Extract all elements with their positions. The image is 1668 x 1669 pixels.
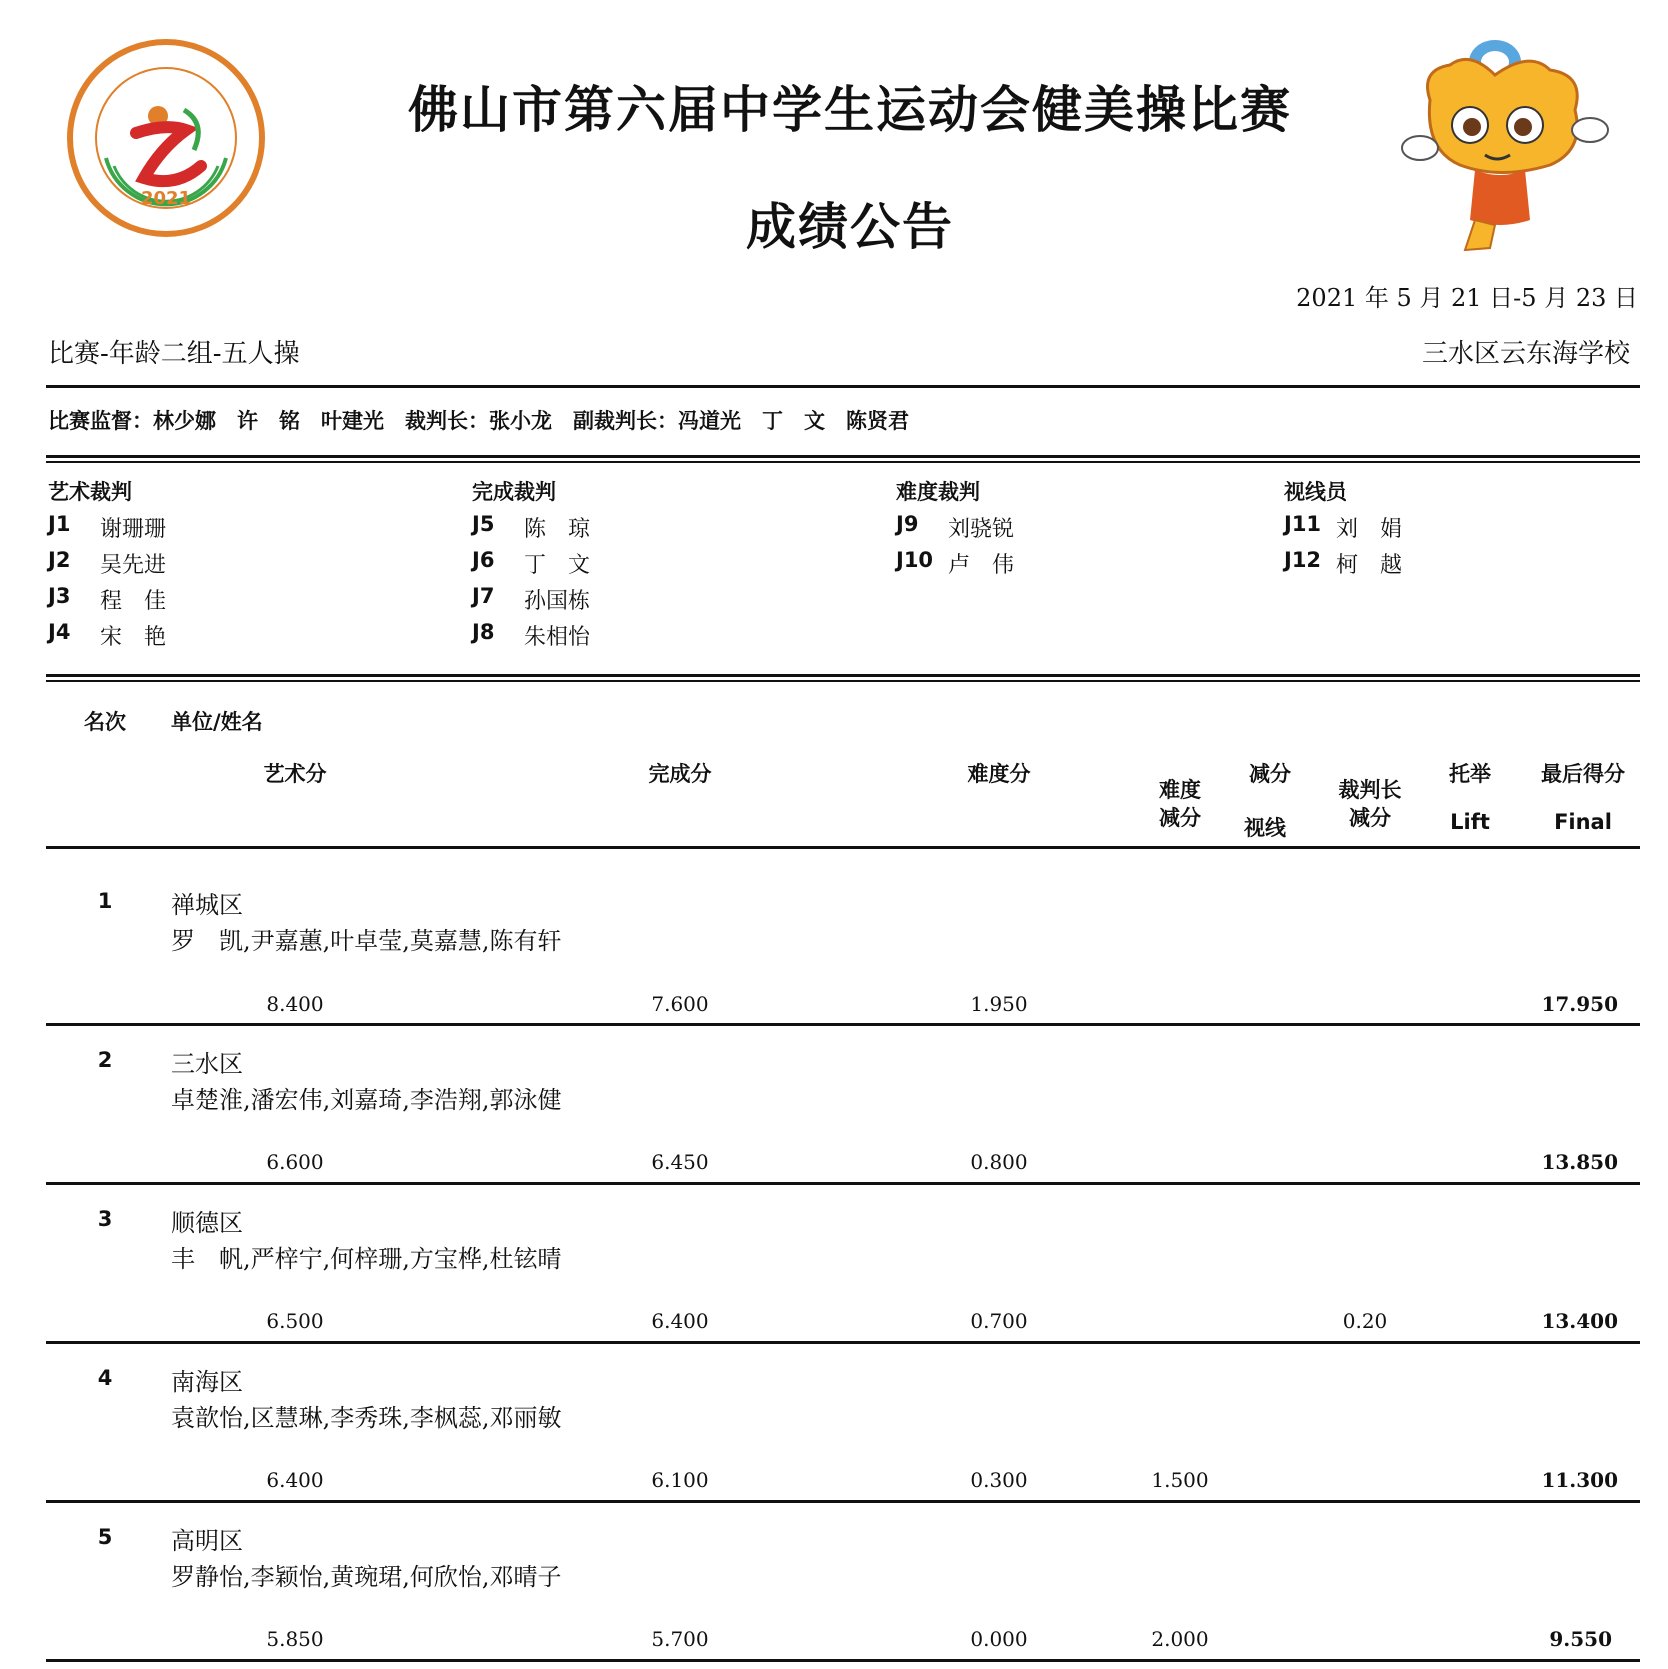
- judges-diff: [896, 476, 1236, 584]
- row-exec: 5.700: [651, 1627, 709, 1651]
- col-exec-header: 完成分: [648, 762, 712, 786]
- row-final: 17.950: [1541, 992, 1618, 1016]
- col-diff-header: 难度分: [967, 762, 1031, 786]
- col-rank-header: 名次: [84, 710, 126, 734]
- judge-item: J5 陈 琼: [472, 512, 591, 542]
- judge-item: J1 谢珊珊: [48, 512, 167, 542]
- judges-line: [1284, 476, 1624, 584]
- row-final: 13.850: [1541, 1150, 1618, 1174]
- logo-year: 2021: [140, 188, 192, 209]
- col-diff-ded-header: 难度: [1159, 778, 1201, 802]
- judge-item: J12 柯 越: [1284, 548, 1403, 578]
- col-unit-header: 单位/姓名: [171, 710, 263, 734]
- judge-item: J8 朱相怡: [472, 620, 591, 650]
- judge-item: J2 吴先进: [48, 548, 167, 578]
- divider: [46, 461, 1640, 463]
- row-rank: 4: [97, 1366, 113, 1390]
- col-head-ded-header: 裁判长: [1338, 778, 1402, 802]
- divider: [46, 455, 1640, 458]
- row-art: 8.400: [266, 992, 324, 1016]
- judge-item: J10 卢 伟: [896, 548, 1015, 578]
- row-members: 罗静怡,李颖怡,黄琬珺,何欣怡,邓晴子: [171, 1563, 562, 1591]
- row-rank: 3: [97, 1207, 113, 1231]
- row-diff-ded: 2.000: [1151, 1627, 1209, 1651]
- col-line-header: 视线: [1244, 816, 1286, 840]
- col-diff-ded-header-2: 减分: [1159, 806, 1201, 830]
- col-final-header: 最后得分: [1541, 762, 1625, 786]
- row-exec: 7.600: [651, 992, 709, 1016]
- divider: [46, 385, 1640, 388]
- judge-item: J9 刘骁锐: [896, 512, 1015, 542]
- col-final-en-header: Final: [1554, 810, 1612, 834]
- row-unit: 南海区: [171, 1368, 243, 1396]
- games-logo: [66, 38, 266, 238]
- event-venue: 三水区云东海学校: [1421, 339, 1630, 369]
- row-art: 6.600: [266, 1150, 324, 1174]
- row-unit: 顺德区: [171, 1209, 243, 1237]
- divider: [46, 1659, 1640, 1662]
- judge-item: J6 丁 文: [472, 548, 591, 578]
- row-diff: 0.300: [970, 1468, 1028, 1492]
- row-rank: 2: [97, 1048, 113, 1072]
- row-unit: 高明区: [171, 1527, 243, 1555]
- row-diff-ded: 1.500: [1151, 1468, 1209, 1492]
- row-art: 6.400: [266, 1468, 324, 1492]
- row-head-ded: 0.20: [1342, 1309, 1388, 1333]
- mascot: [1400, 30, 1620, 255]
- table-row: [0, 849, 1668, 1023]
- table-row: [0, 1344, 1668, 1500]
- judges-diff-title: 难度裁判: [896, 480, 980, 504]
- row-members: 袁歆怡,区慧琳,李秀珠,李枫蕊,邓丽敏: [171, 1404, 562, 1432]
- col-head-ded-header-2: 减分: [1349, 806, 1391, 830]
- row-diff: 0.000: [970, 1627, 1028, 1651]
- row-rank: 5: [97, 1525, 113, 1549]
- event-name: 比赛-年龄二组-五人操: [48, 339, 300, 369]
- judges-art-title: 艺术裁判: [48, 480, 132, 504]
- row-members: 卓楚淮,潘宏伟,刘嘉琦,李浩翔,郭泳健: [171, 1086, 562, 1114]
- judges-line-title: 视线员: [1284, 480, 1347, 504]
- judge-item: J4 宋 艳: [48, 620, 167, 650]
- row-art: 6.500: [266, 1309, 324, 1333]
- table-row: [0, 1503, 1668, 1659]
- row-exec: 6.450: [651, 1150, 709, 1174]
- page-title: 佛山市第六届中学生运动会健美操比赛: [408, 81, 1292, 139]
- judge-item: J3 程 佳: [48, 584, 167, 614]
- col-lift-header: 托举: [1449, 762, 1491, 786]
- table-row: [0, 1026, 1668, 1182]
- judges-exec-title: 完成裁判: [472, 480, 556, 504]
- event-date: 2021 年 5 月 21 日-5 月 23 日: [1296, 284, 1638, 312]
- mascot-lion-icon: [1400, 30, 1620, 255]
- judge-item: J11 刘 娟: [1284, 512, 1403, 542]
- row-diff: 0.800: [970, 1150, 1028, 1174]
- judge-item: J7 孙国栋: [472, 584, 591, 614]
- divider: [46, 680, 1640, 682]
- table-row: [0, 1185, 1668, 1341]
- officials-line: 比赛监督：林少娜 许 铭 叶建光 裁判长：张小龙 副裁判长：冯道光 丁 文 陈贤君: [48, 409, 909, 433]
- col-deduction-header: 减分: [1249, 762, 1291, 786]
- divider: [46, 674, 1640, 677]
- row-exec: 6.400: [651, 1309, 709, 1333]
- row-art: 5.850: [266, 1627, 324, 1651]
- col-art-header: 艺术分: [263, 762, 327, 786]
- row-unit: 三水区: [171, 1050, 243, 1078]
- row-final: 11.300: [1541, 1468, 1618, 1492]
- row-exec: 6.100: [651, 1468, 709, 1492]
- judges-exec: [472, 476, 852, 656]
- row-rank: 1: [97, 889, 113, 913]
- row-diff: 0.700: [970, 1309, 1028, 1333]
- col-lift-en-header: Lift: [1450, 810, 1490, 834]
- page-subtitle: 成绩公告: [746, 198, 954, 256]
- row-members: 丰 帆,严梓宁,何梓珊,方宝桦,杜铉晴: [171, 1245, 562, 1273]
- row-final: 13.400: [1541, 1309, 1618, 1333]
- row-diff: 1.950: [970, 992, 1028, 1016]
- judges-art: [48, 476, 428, 656]
- row-final: 9.550: [1549, 1627, 1612, 1651]
- row-members: 罗 凯,尹嘉蕙,叶卓莹,莫嘉慧,陈有轩: [171, 927, 562, 955]
- row-unit: 禅城区: [171, 891, 243, 919]
